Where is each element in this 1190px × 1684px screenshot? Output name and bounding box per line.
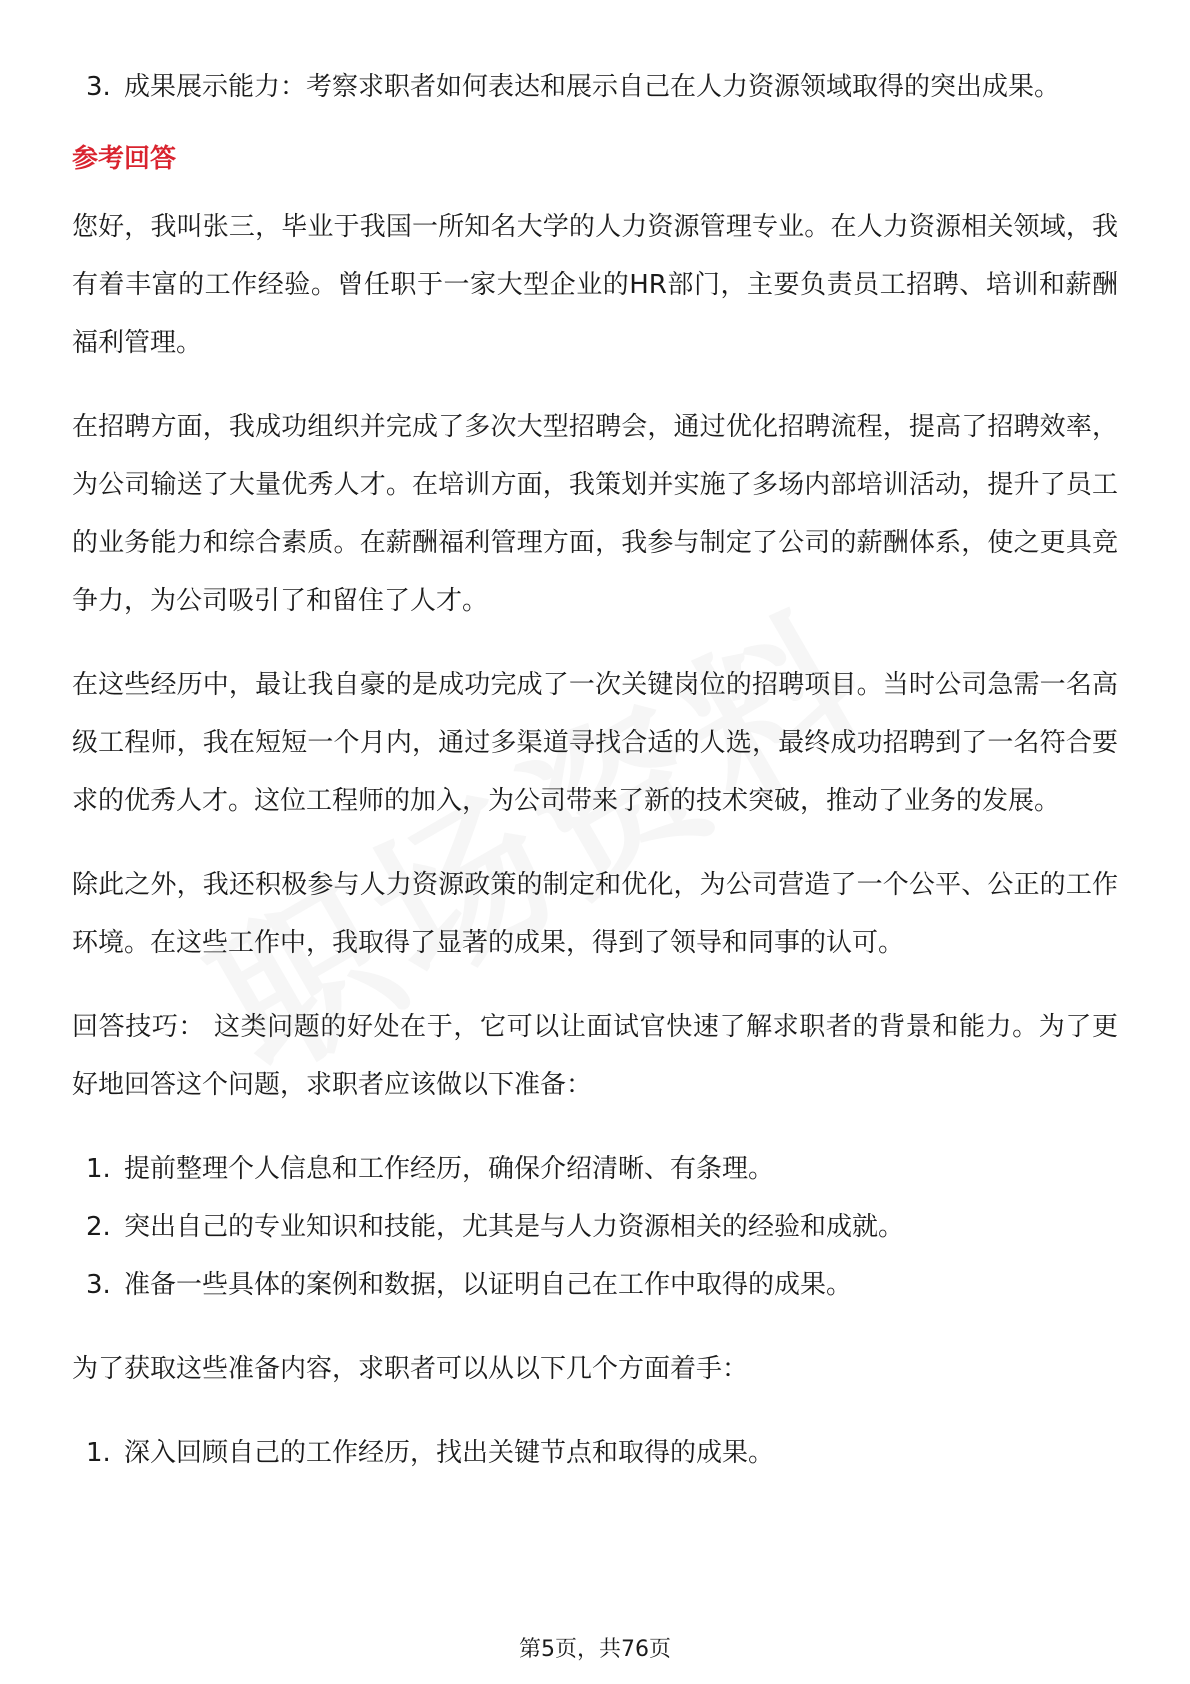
list-item [72,1424,1118,1482]
paragraph-source-intro: 为了获取这些准备内容，求职者可以从以下几个方面着手： [72,1354,749,1384]
list-text: 成果展示能力：考察求职者如何表达和展示自己在人力资源领域取得的突出成果。 [124,72,1061,102]
page-number-footer: 第5页，共76页 [519,1637,671,1662]
list-text: 突出自己的专业知识和技能，尤其是与人力资源相关的经验和成就。 [124,1212,905,1242]
list-item [72,1198,1118,1256]
list-number: 2. [86,1212,111,1242]
prep-list [72,1140,1118,1314]
list-text: 深入回顾自己的工作经历，找出关键节点和取得的成果。 [124,1438,775,1468]
list-item [72,1140,1118,1198]
intro-list [72,58,1118,116]
paragraph-intro: 您好，我叫张三，毕业于我国一所知名大学的人力资源管理专业。在人力资源相关领域，我有着丰富的工作经验。曾任职于一家大型企业的HR部门，主要负责员工招聘、培训和薪酬福利管理。 [72,212,1118,358]
page-content [72,58,1118,1508]
list-number: 3. [86,72,111,102]
list-item [72,58,1118,116]
list-text: 提前整理个人信息和工作经历，确保介绍清晰、有条理。 [124,1154,775,1184]
list-number: 3. [86,1270,111,1300]
list-text: 准备一些具体的案例和数据，以证明自己在工作中取得的成果。 [124,1270,853,1300]
paragraph-experience: 在招聘方面，我成功组织并完成了多次大型招聘会，通过优化招聘流程，提高了招聘效率，为公司输送了大量优秀人才。在培训方面，我策划并实施了多场内部培训活动，提升了员工的业务能力和综合素质。在薪酬福利管理方面，我参与制定了公司的薪酬体系，使之更具竞争力，为公司吸引了和留住了人才。 [72,412,1118,616]
paragraph-policy: 除此之外，我还积极参与人力资源政策的制定和优化，为公司营造了一个公平、公正的工作环境。在这些工作中，我取得了显著的成果，得到了领导和同事的认可。 [72,870,1118,958]
list-number: 1. [86,1438,111,1468]
source-list [72,1424,1118,1482]
list-number: 1. [86,1154,111,1184]
answer-heading: 参考回答 [72,144,177,174]
paragraph-tips: 回答技巧： 这类问题的好处在于，它可以让面试官快速了解求职者的背景和能力。为了更好地回答这个问题，求职者应该做以下准备： [72,1012,1118,1100]
paragraph-proud-project: 在这些经历中，最让我自豪的是成功完成了一次关键岗位的招聘项目。当时公司急需一名高级工程师，我在短短一个月内，通过多渠道寻找合适的人选，最终成功招聘到了一名符合要求的优秀人才。这位工程师的加入，为公司带来了新的技术突破，推动了业务的发展。 [72,670,1118,816]
list-item [72,1256,1118,1314]
